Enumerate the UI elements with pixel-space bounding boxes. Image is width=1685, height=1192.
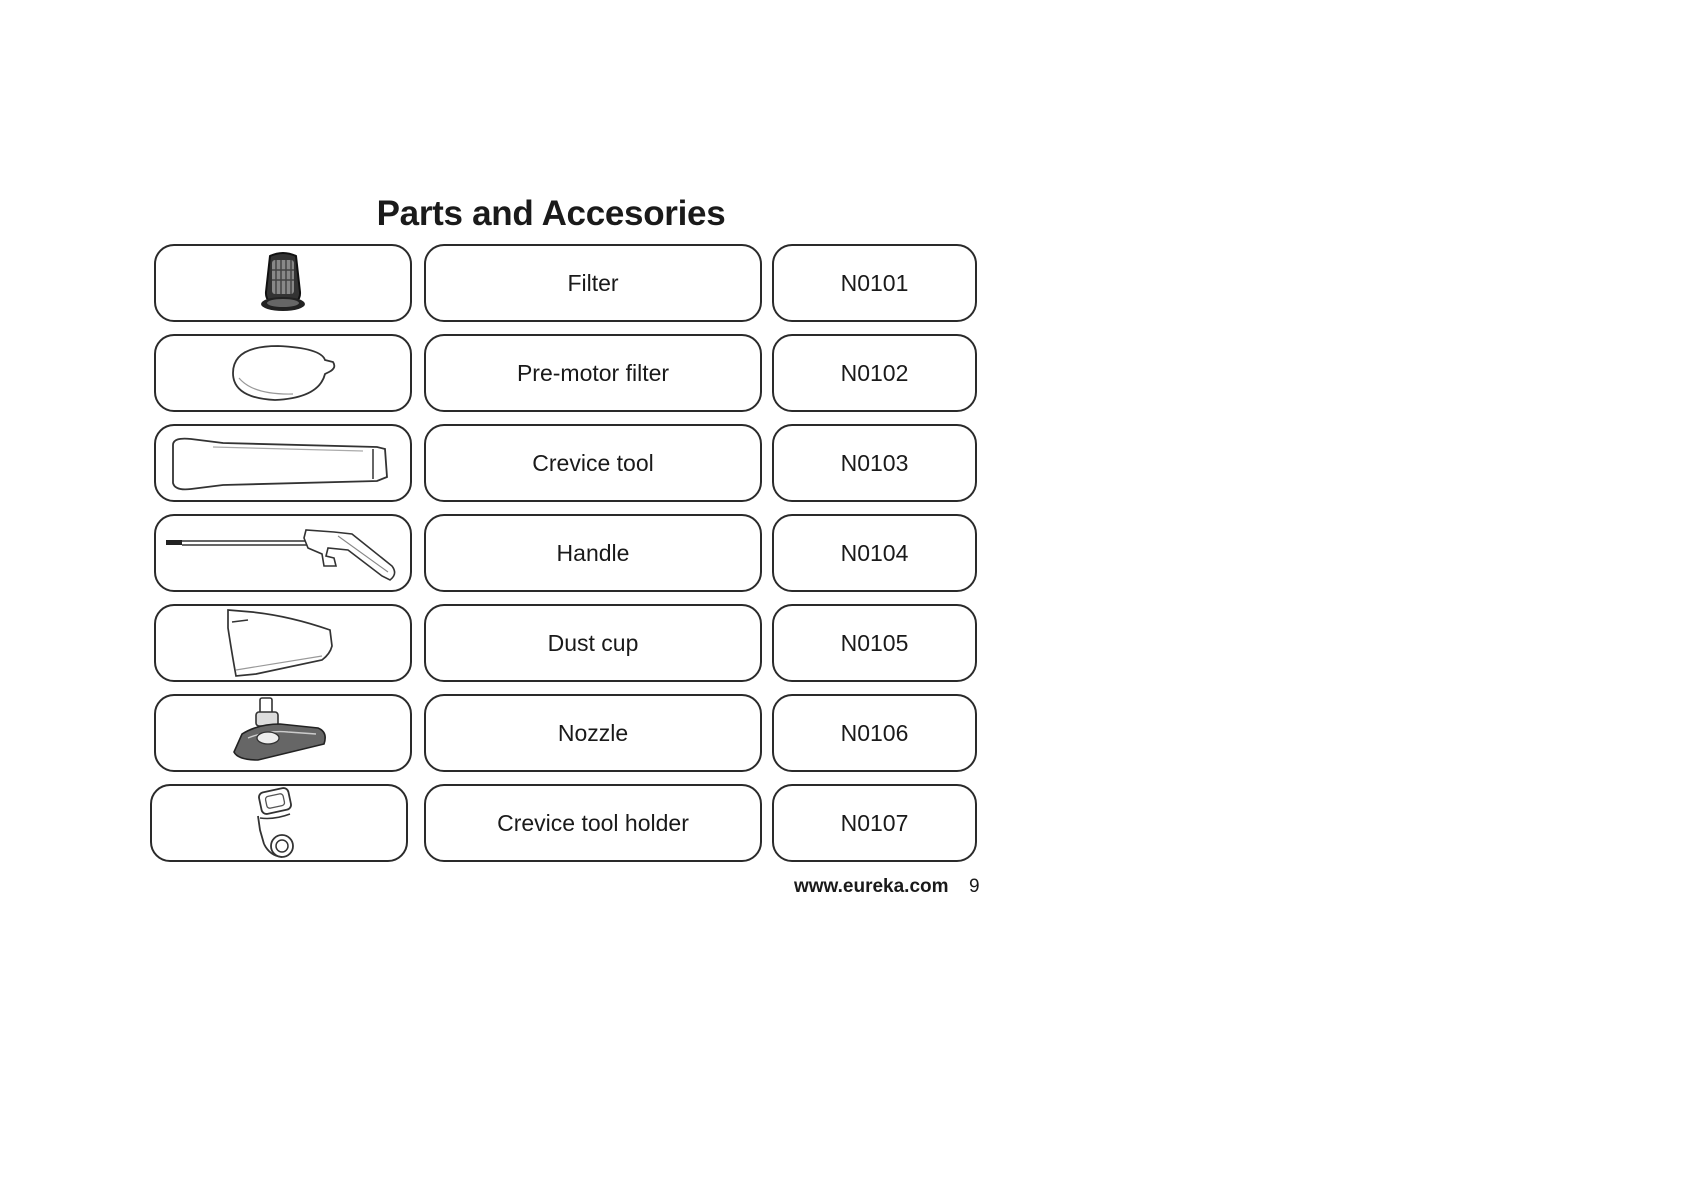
part-code: N0107 bbox=[840, 809, 909, 836]
part-code: N0102 bbox=[840, 359, 909, 386]
part-name: Filter bbox=[567, 269, 619, 296]
part-name: Handle bbox=[556, 539, 630, 566]
part-name: Pre-motor filter bbox=[516, 359, 670, 386]
parts-row-filter bbox=[0, 244, 1685, 326]
part-code-cell bbox=[772, 334, 977, 412]
part-name-cell bbox=[424, 244, 762, 322]
part-name: Crevice tool holder bbox=[497, 809, 689, 836]
nozzle-icon bbox=[228, 694, 338, 772]
page-number: 9 bbox=[969, 876, 980, 897]
part-code: N0103 bbox=[840, 449, 909, 476]
parts-row-pre-motor-filter bbox=[0, 334, 1685, 416]
footer-url: www.eureka.com bbox=[794, 876, 949, 897]
part-code: N0106 bbox=[840, 719, 909, 746]
part-name: Dust cup bbox=[547, 629, 639, 656]
part-code-cell bbox=[772, 244, 977, 322]
parts-row-dust-cup bbox=[0, 604, 1685, 686]
pre-motor-filter-icon bbox=[213, 338, 353, 408]
part-name-cell bbox=[424, 604, 762, 682]
part-name-cell bbox=[424, 334, 762, 412]
part-image-cell bbox=[154, 424, 412, 502]
part-image-cell bbox=[154, 514, 412, 592]
parts-row-crevice-tool-holder bbox=[0, 784, 1685, 866]
part-code-cell bbox=[772, 424, 977, 502]
part-name: Nozzle bbox=[557, 719, 629, 746]
filter-icon bbox=[248, 248, 318, 318]
part-image-cell bbox=[154, 244, 412, 322]
part-name: Crevice tool bbox=[532, 449, 654, 476]
parts-row-nozzle bbox=[0, 694, 1685, 776]
dust-cup-icon bbox=[218, 604, 348, 682]
part-code: N0104 bbox=[840, 539, 909, 566]
part-code: N0101 bbox=[840, 269, 909, 296]
handle-icon bbox=[158, 516, 408, 590]
part-image-cell bbox=[154, 334, 412, 412]
part-image-cell bbox=[154, 694, 412, 772]
part-code-cell bbox=[772, 604, 977, 682]
parts-row-handle bbox=[0, 514, 1685, 596]
part-name-cell bbox=[424, 514, 762, 592]
part-name-cell bbox=[424, 694, 762, 772]
parts-row-crevice-tool bbox=[0, 424, 1685, 506]
page-title: Parts and Accesories bbox=[376, 194, 726, 233]
part-image-cell bbox=[154, 604, 412, 682]
part-code-cell bbox=[772, 694, 977, 772]
part-name-cell bbox=[424, 784, 762, 862]
crevice-tool-holder-icon bbox=[244, 784, 314, 862]
part-name-cell bbox=[424, 424, 762, 502]
part-image-cell bbox=[150, 784, 408, 862]
part-code-cell bbox=[772, 784, 977, 862]
crevice-tool-icon bbox=[163, 427, 403, 499]
part-code-cell bbox=[772, 514, 977, 592]
part-code: N0105 bbox=[840, 629, 909, 656]
